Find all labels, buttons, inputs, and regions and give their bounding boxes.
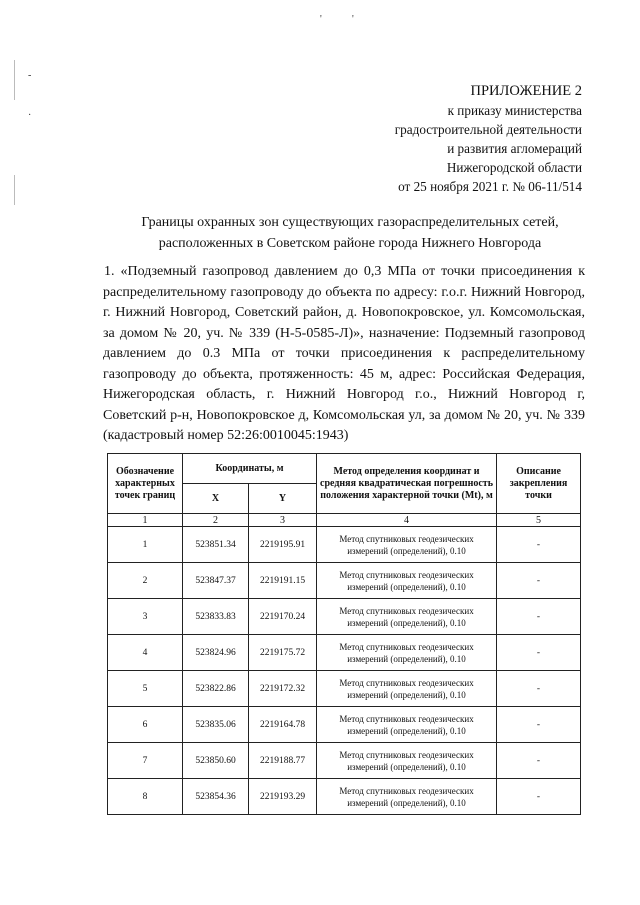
header-coords: Координаты, м [183, 454, 317, 484]
col-number: 4 [317, 514, 497, 527]
appendix-heading: ПРИЛОЖЕНИЕ 2 [470, 83, 582, 99]
col-number: 5 [497, 514, 581, 527]
method-cell: Метод спутниковых геодезических измерений (определений), 0.10 [317, 527, 497, 563]
x-cell: 523824.96 [183, 635, 249, 671]
document-title [90, 212, 610, 254]
boundary-points-table [107, 453, 581, 815]
title-line-1: Границы охранных зон существующих газораспределительных сетей, [141, 215, 559, 230]
appendix-line: к приказу министерства [447, 103, 582, 118]
table-row [108, 671, 581, 707]
appendix-line: и развития агломераций [447, 141, 582, 156]
y-cell: 2219193.29 [249, 779, 317, 815]
desc-cell: - [497, 599, 581, 635]
method-cell: Метод спутниковых геодезических измерений (определений), 0.10 [317, 563, 497, 599]
title-line-2: расположенных в Советском районе города Нижнего Новгорода [158, 236, 542, 251]
y-cell: 2219172.32 [249, 671, 317, 707]
point-cell: 6 [108, 707, 183, 743]
x-cell: 523851.34 [183, 527, 249, 563]
method-cell: Метод спутниковых геодезических измерений (определений), 0.10 [317, 779, 497, 815]
appendix-block [395, 82, 582, 196]
col-number: 3 [249, 514, 317, 527]
column-numbers-row [108, 514, 581, 527]
method-cell: Метод спутниковых геодезических измерений (определений), 0.10 [317, 671, 497, 707]
y-cell: 2219164.78 [249, 707, 317, 743]
header-y: Y [249, 484, 317, 514]
x-cell: 523833.83 [183, 599, 249, 635]
point-cell: 4 [108, 635, 183, 671]
desc-cell: - [497, 563, 581, 599]
table-row [108, 779, 581, 815]
object-description: 1. «Подземный газопровод давлением до 0,3 МПа от точки присоединения к распределительному газопроводу до объекта по адресу: г.о.г. Нижний Новгород, г. Нижний Новгород, Советский район, д. Новопокровское, ул. Комсомольская, за домом № 20, уч. № 339 (Н-5-0585-Л)», назначение: Подземный газопровод давлением до 0.3 МПа от точки присоединения к распределительному газопроводу до объекта, протяженность: 45 м, адрес: Российская Федерация, Нижегородская область, г. Нижний Новгород г.о., Нижний Новгород г, Советский р-н, Новопокровское д, Комсомольская ул, за домом № 20, уч. № 339 (кадастровый номер 52:26:0010045:1943) [103, 264, 585, 443]
desc-cell: - [497, 707, 581, 743]
header-x: X [183, 484, 249, 514]
header-method: Метод определения координат и средняя квадратическая погрешность положения характерной точки (Mt), м [317, 454, 497, 514]
desc-cell: - [497, 527, 581, 563]
x-cell: 523847.37 [183, 563, 249, 599]
table-row [108, 563, 581, 599]
x-cell: 523835.06 [183, 707, 249, 743]
desc-cell: - [497, 779, 581, 815]
appendix-line: Нижегородской области [446, 160, 582, 175]
y-cell: 2219170.24 [249, 599, 317, 635]
desc-cell: - [497, 743, 581, 779]
table-row [108, 707, 581, 743]
header-point: Обозначение характерных точек границ [108, 454, 183, 514]
desc-cell: - [497, 635, 581, 671]
x-cell: 523850.60 [183, 743, 249, 779]
header-desc: Описание закрепления точки [497, 454, 581, 514]
y-cell: 2219195.91 [249, 527, 317, 563]
method-cell: Метод спутниковых геодезических измерений (определений), 0.10 [317, 635, 497, 671]
point-cell: 3 [108, 599, 183, 635]
point-cell: 1 [108, 527, 183, 563]
appendix-line: градостроительной деятельности [394, 122, 582, 137]
table-row [108, 635, 581, 671]
col-number: 1 [108, 514, 183, 527]
y-cell: 2219175.72 [249, 635, 317, 671]
y-cell: 2219188.77 [249, 743, 317, 779]
method-cell: Метод спутниковых геодезических измерений (определений), 0.10 [317, 743, 497, 779]
point-cell: 5 [108, 671, 183, 707]
table-row [108, 599, 581, 635]
appendix-line: от 25 ноября 2021 г. № 06-11/514 [398, 179, 582, 194]
method-cell: Метод спутниковых геодезических измерений (определений), 0.10 [317, 707, 497, 743]
table-row [108, 527, 581, 563]
table-row [108, 743, 581, 779]
point-cell: 7 [108, 743, 183, 779]
x-cell: 523854.36 [183, 779, 249, 815]
point-cell: 2 [108, 563, 183, 599]
desc-cell: - [497, 671, 581, 707]
x-cell: 523822.86 [183, 671, 249, 707]
point-cell: 8 [108, 779, 183, 815]
y-cell: 2219191.15 [249, 563, 317, 599]
method-cell: Метод спутниковых геодезических измерений (определений), 0.10 [317, 599, 497, 635]
col-number: 2 [183, 514, 249, 527]
